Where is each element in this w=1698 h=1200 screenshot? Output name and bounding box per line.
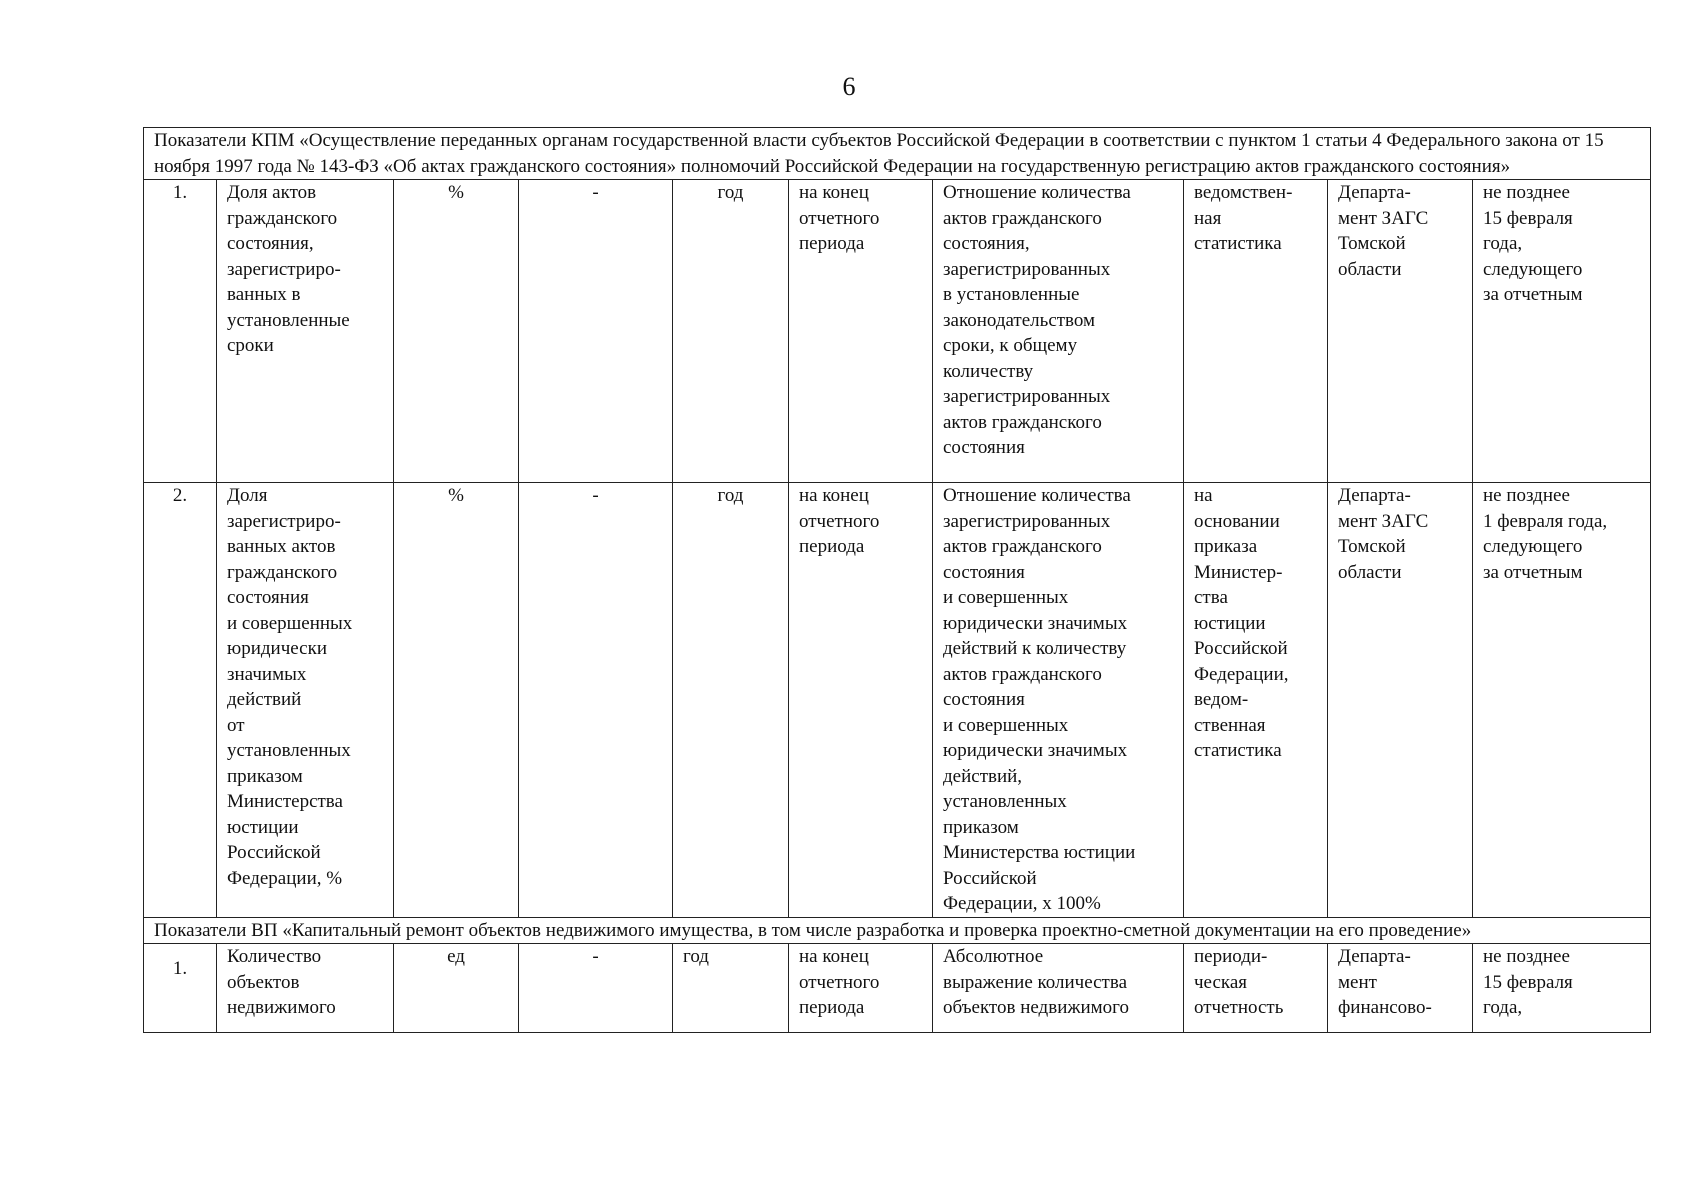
period-cell: год: [673, 483, 789, 918]
source-cell: периоди- ческая отчетность: [1184, 944, 1328, 1033]
dash-cell: -: [519, 944, 673, 1033]
indicators-table: [143, 127, 1651, 1033]
moment-cell: на конец отчетного периода: [789, 180, 933, 483]
responsible-cell: Департа- мент ЗАГС Томской области: [1328, 180, 1473, 483]
responsible-cell: Департа- мент ЗАГС Томской области: [1328, 483, 1473, 918]
moment-cell: на конец отчетного периода: [789, 944, 933, 1033]
indicator-name: Доля зарегистриро- ванных актов гражданского состояния и совершенных юридически значимых действий от установленных приказом Министерства юстиции Российской Федерации, %: [217, 483, 394, 918]
method-cell: Отношение количества актов гражданского состояния, зарегистрированных в установленные законодательством сроки, к общему количеству зарегистрированных актов гражданского состояния: [933, 180, 1184, 483]
source-cell: на основании приказа Министер- ства юстиции Российской Федерации, ведом- ственная статистика: [1184, 483, 1328, 918]
indicator-name: Доля актов гражданского состояния, зарегистриро- ванных в установленные сроки: [217, 180, 394, 483]
table-row: [144, 483, 1651, 918]
period-cell: год: [673, 944, 789, 1033]
moment-cell: на конец отчетного периода: [789, 483, 933, 918]
section-header-kpm: Показатели КПМ «Осуществление переданных органам государственной власти субъектов Российской Федерации в соответствии с пунктом 1 статьи 4 Федерального закона от 15 ноября 1997 года № 143-ФЗ «Об актах гражданского состояния» полномочий Российской Федерации на государственную регистрацию актов гражданского состояния»: [144, 128, 1651, 180]
unit-cell: ед: [394, 944, 519, 1033]
section-header-row: [144, 917, 1651, 944]
row-number: 1.: [144, 180, 217, 483]
responsible-cell: Департа- мент финансово-: [1328, 944, 1473, 1033]
source-cell: ведомствен- ная статистика: [1184, 180, 1328, 483]
table-row: [144, 180, 1651, 483]
deadline-cell: не позднее 15 февраля года, следующего за отчетным: [1473, 180, 1651, 483]
row-number: 1.: [144, 944, 217, 1033]
table-row: [144, 944, 1651, 1033]
deadline-cell: не позднее 1 февраля года, следующего за отчетным: [1473, 483, 1651, 918]
indicator-name: Количество объектов недвижимого: [217, 944, 394, 1033]
deadline-cell: не позднее 15 февраля года,: [1473, 944, 1651, 1033]
unit-cell: %: [394, 483, 519, 918]
section-header-vp: Показатели ВП «Капитальный ремонт объектов недвижимого имущества, в том числе разработка и проверка проектно-сметной документации на его проведение»: [144, 917, 1651, 944]
unit-cell: %: [394, 180, 519, 483]
dash-cell: -: [519, 483, 673, 918]
row-number: 2.: [144, 483, 217, 918]
page-number: 6: [842, 72, 856, 101]
period-cell: год: [673, 180, 789, 483]
dash-cell: -: [519, 180, 673, 483]
section-header-row: [144, 128, 1651, 180]
method-cell: Отношение количества зарегистрированных актов гражданского состояния и совершенных юридически значимых действий к количеству актов гражданского состояния и совершенных юридически значимых действий, установленных приказом Министерства юстиции Российской Федерации, x 100%: [933, 483, 1184, 918]
method-cell: Абсолютное выражение количества объектов недвижимого: [933, 944, 1184, 1033]
